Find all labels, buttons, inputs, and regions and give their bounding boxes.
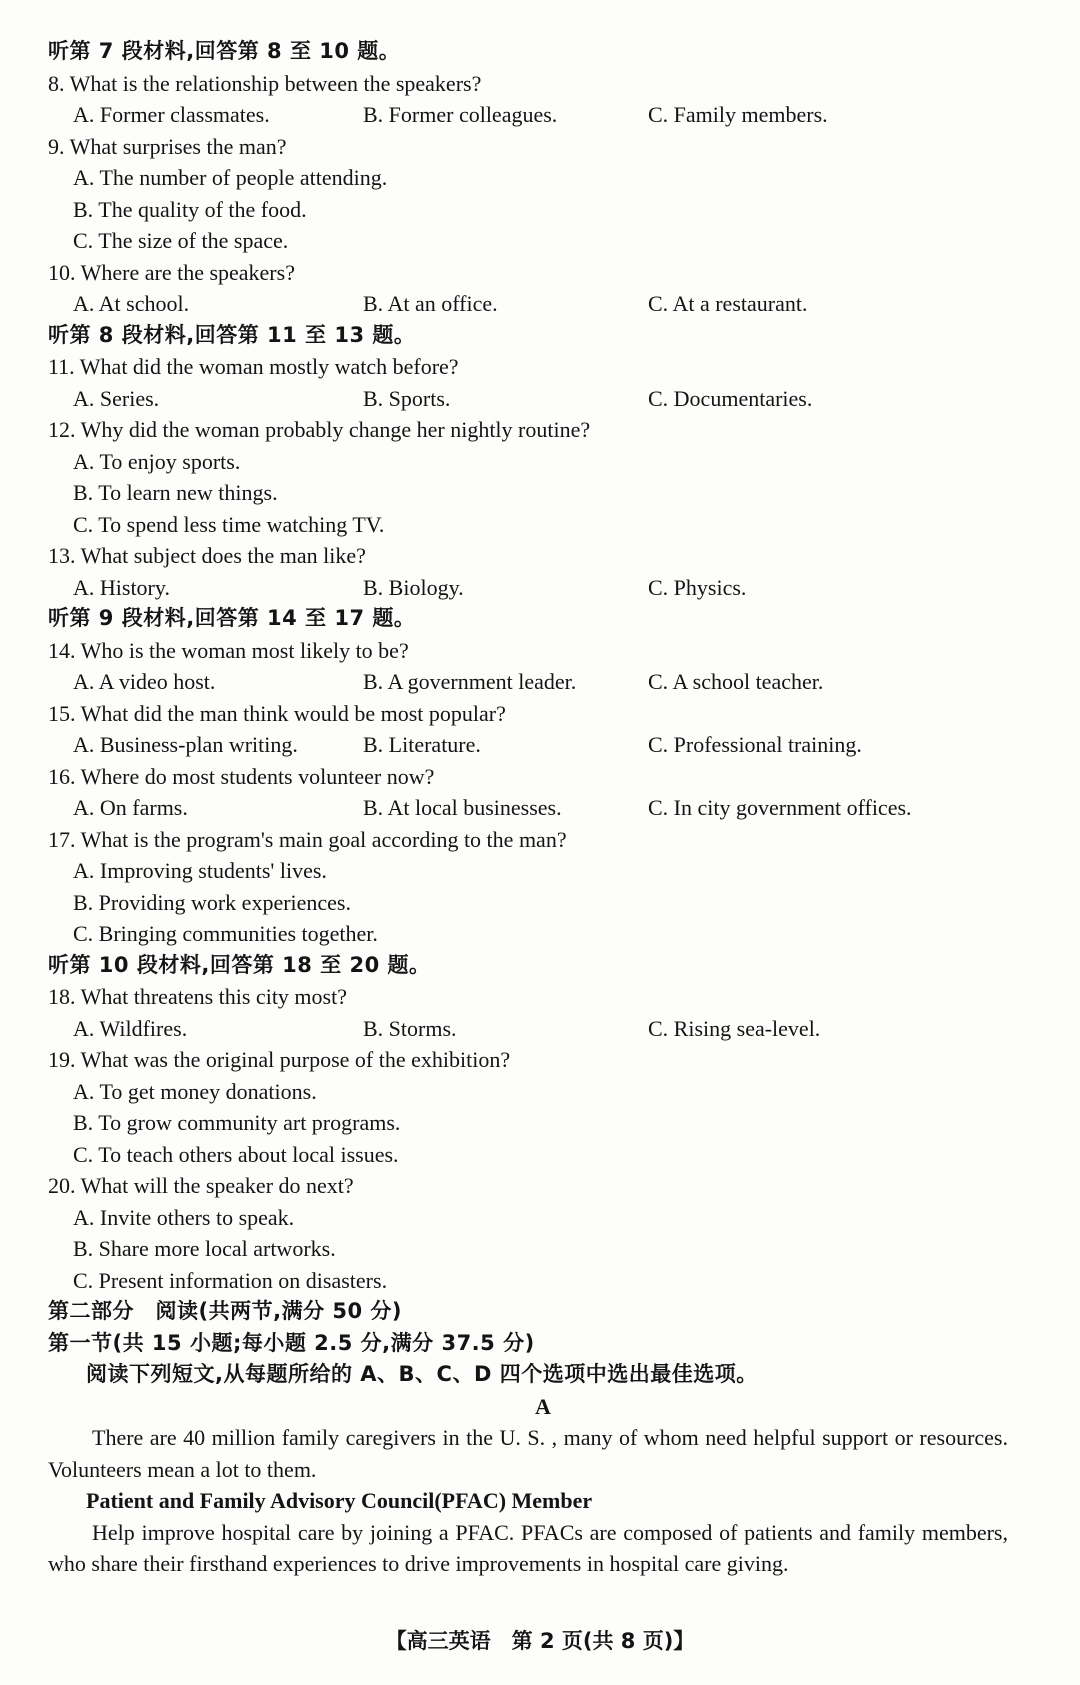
option-c: C. Bringing communities together. xyxy=(73,921,378,946)
option-row xyxy=(48,572,1038,604)
page-content xyxy=(48,36,1038,1580)
option-b: B. Literature. xyxy=(363,732,481,757)
option-a: A. A video host. xyxy=(73,669,216,694)
question-text: 14. Who is the woman most likely to be? xyxy=(48,637,409,663)
question-text: 13. What subject does the man like? xyxy=(48,543,366,568)
part-title: 第二部分 阅读(共两节,满分 50 分) xyxy=(48,1299,403,1323)
option-b: B. To learn new things. xyxy=(73,480,278,505)
option-c: C. A school teacher. xyxy=(648,669,824,694)
section-header: 听第 10 段材料,回答第 18 至 20 题。 xyxy=(48,952,431,977)
question-text: 10. Where are the speakers? xyxy=(48,259,295,285)
option-c: C. Professional training. xyxy=(648,732,862,757)
passage-letter: A xyxy=(535,1393,551,1419)
option-b: B. At local businesses. xyxy=(363,795,562,820)
option-c: C. Documentaries. xyxy=(648,385,813,411)
question-text: 9. What surprises the man? xyxy=(48,133,287,159)
question-text: 11. What did the woman mostly watch before? xyxy=(48,354,459,379)
passage-subheading: Patient and Family Advisory Council(PFAC) Member xyxy=(86,1488,593,1513)
option-b: B. Share more local artworks. xyxy=(73,1236,336,1261)
option-c: C. To spend less time watching TV. xyxy=(73,511,385,537)
option-c: C. Physics. xyxy=(648,574,747,600)
option-c: C. The size of the space. xyxy=(73,228,289,253)
question-text: 20. What will the speaker do next? xyxy=(48,1173,354,1198)
option-row xyxy=(48,666,1038,698)
question-text: 15. What did the man think would be most popular? xyxy=(48,700,506,726)
section-header: 听第 7 段材料,回答第 8 至 10 题。 xyxy=(48,39,401,63)
option-row xyxy=(48,792,1038,824)
option-a: A. At school. xyxy=(73,291,190,316)
section-title: 第一节(共 15 小题;每小题 2.5 分,满分 37.5 分) xyxy=(48,1330,535,1355)
question-text: 19. What was the original purpose of the exhibition? xyxy=(48,1047,511,1072)
option-row xyxy=(48,383,1038,415)
option-row xyxy=(48,288,1038,320)
option-a: A. Invite others to speak. xyxy=(73,1204,295,1230)
question-text: 16. Where do most students volunteer now? xyxy=(48,763,435,789)
option-b: B. To grow community art programs. xyxy=(73,1110,401,1135)
option-row xyxy=(48,729,1038,761)
option-a: A. Improving students' lives. xyxy=(73,858,327,883)
option-c: C. Present information on disasters. xyxy=(73,1267,388,1293)
option-a: A. On farms. xyxy=(73,795,188,820)
option-b: B. The quality of the food. xyxy=(73,196,307,222)
paragraph: Help improve hospital care by joining a PFAC. PFACs are composed of patients and family members, who share their firsthand experiences to drive improvements in hospital care giving. xyxy=(48,1519,1008,1576)
option-b: B. Providing work experiences. xyxy=(73,889,351,915)
page-footer: 【高三英语 第 2 页(共 8 页)】 xyxy=(385,1629,695,1653)
option-b: B. Storms. xyxy=(363,1015,457,1041)
option-a: A. Wildfires. xyxy=(73,1015,188,1041)
option-a: A. History. xyxy=(73,574,170,600)
option-a: A. To get money donations. xyxy=(73,1078,317,1104)
option-a: A. Business-plan writing. xyxy=(73,732,298,757)
option-c: C. In city government offices. xyxy=(648,795,912,820)
option-b: B. Former colleagues. xyxy=(363,102,558,127)
paragraph: There are 40 million family caregivers in the U. S. , many of whom need helpful support or resources. Volunteers mean a lot to them. xyxy=(48,1425,1008,1482)
option-b: B. Biology. xyxy=(363,574,464,600)
section-header: 听第 8 段材料,回答第 11 至 13 题。 xyxy=(48,322,416,347)
question-text: 17. What is the program's main goal according to the man? xyxy=(48,826,567,852)
option-c: C. Rising sea-level. xyxy=(648,1015,821,1041)
instruction: 阅读下列短文,从每题所给的 A、B、C、D 四个选项中选出最佳选项。 xyxy=(86,1362,758,1386)
question-text: 8. What is the relationship between the speakers? xyxy=(48,70,482,96)
option-c: C. Family members. xyxy=(648,102,828,127)
section-header: 听第 9 段材料,回答第 14 至 17 题。 xyxy=(48,606,416,630)
option-row xyxy=(48,99,1038,131)
option-a: A. Former classmates. xyxy=(73,102,270,127)
question-text: 18. What threatens this city most? xyxy=(48,984,347,1009)
option-c: C. At a restaurant. xyxy=(648,291,808,316)
question-text: 12. Why did the woman probably change her nightly routine? xyxy=(48,417,591,442)
option-a: A. Series. xyxy=(73,385,160,411)
option-b: B. Sports. xyxy=(363,385,451,411)
option-b: B. A government leader. xyxy=(363,669,577,694)
option-c: C. To teach others about local issues. xyxy=(73,1141,399,1167)
option-a: A. To enjoy sports. xyxy=(73,448,241,474)
option-a: A. The number of people attending. xyxy=(73,165,388,190)
option-b: B. At an office. xyxy=(363,291,498,316)
option-row xyxy=(48,1013,1038,1045)
